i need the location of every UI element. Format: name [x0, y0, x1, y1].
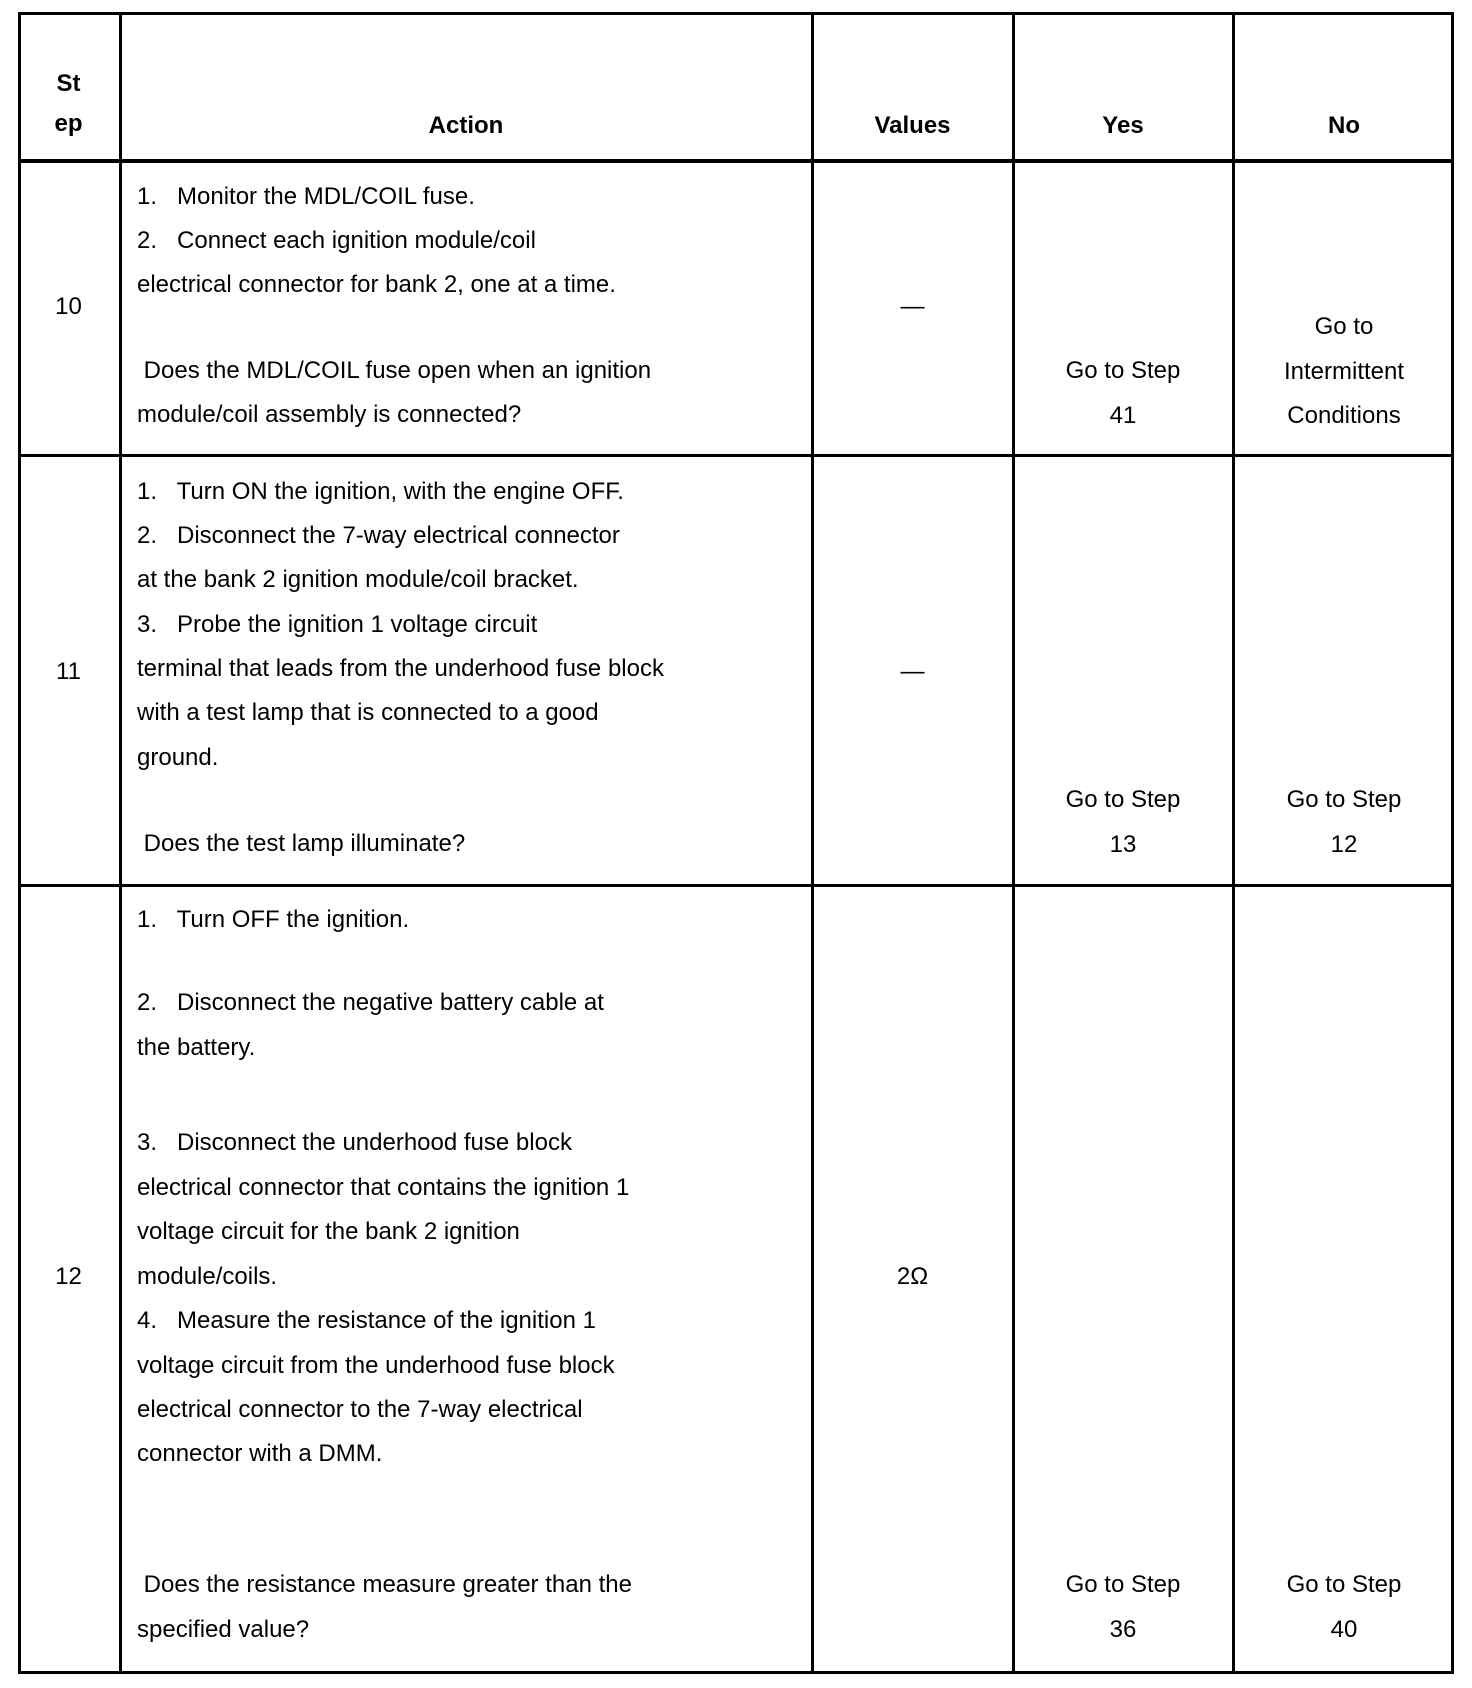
yes-line: Go to Step	[1065, 1571, 1181, 1598]
yes-line: 36	[1109, 1615, 1137, 1643]
column-divider	[811, 12, 814, 1674]
header-step	[18, 64, 119, 144]
table-border-bottom	[18, 1671, 1454, 1674]
action-line: at the bank 2 ignition module/coil bracket.	[137, 566, 579, 593]
yes-cell	[1014, 1563, 1232, 1652]
question-line: module/coil assembly is connected?	[137, 401, 522, 428]
yes-line: 13	[1109, 830, 1137, 858]
value-cell: 2Ω	[896, 1263, 929, 1290]
question-line: Does the test lamp illuminate?	[137, 830, 466, 857]
action-line: 1. Turn ON the ignition, with the engine OFF.	[137, 478, 624, 505]
action-line: terminal that leads from the underhood fuse block	[137, 655, 664, 682]
action-line: 1. Turn OFF the ignition.	[137, 906, 410, 933]
action-line: 2. Disconnect the negative battery cable at	[137, 989, 604, 1016]
no-line: Go to Step	[1286, 1571, 1402, 1598]
action-line: module/coils.	[137, 1263, 278, 1290]
action-line: electrical connector for bank 2, one at a time.	[137, 271, 616, 298]
step-number: 12	[55, 1263, 82, 1290]
action-line: 3. Disconnect the underhood fuse block	[137, 1129, 572, 1156]
yes-line: Go to Step	[1065, 786, 1181, 813]
no-cell	[1234, 1563, 1454, 1652]
no-line: 12	[1330, 830, 1358, 858]
action-line: 2. Connect each ignition module/coil	[137, 227, 536, 254]
action-line: voltage circuit from the underhood fuse block	[137, 1352, 615, 1379]
action-line: electrical connector that contains the ignition 1	[137, 1174, 630, 1201]
no-line: Conditions	[1287, 402, 1401, 430]
action-line: 2. Disconnect the 7-way electrical connector	[137, 522, 620, 549]
header-yes: Yes	[1102, 112, 1144, 139]
header-no: No	[1328, 112, 1360, 139]
header-values: Values	[874, 112, 951, 139]
action-line: electrical connector to the 7-way electrical	[137, 1396, 583, 1423]
no-cell	[1234, 778, 1454, 867]
header-action: Action	[428, 112, 504, 139]
no-line: Go to Step	[1286, 786, 1402, 813]
no-line: Intermittent	[1283, 357, 1405, 385]
action-line: the battery.	[137, 1034, 256, 1061]
question-line: Does the resistance measure greater than the	[137, 1571, 632, 1598]
action-line: 3. Probe the ignition 1 voltage circuit	[137, 611, 538, 638]
action-line: 1. Monitor the MDL/COIL fuse.	[137, 183, 475, 210]
table-border-top	[18, 12, 1454, 15]
no-line: Go to	[1314, 313, 1374, 340]
value-cell: —	[900, 293, 925, 320]
action-line: 4. Measure the resistance of the ignition 1	[137, 1307, 596, 1334]
step-number: 11	[56, 658, 81, 685]
action-line: connector with a DMM.	[137, 1440, 383, 1467]
action-line: voltage circuit for the bank 2 ignition	[137, 1218, 520, 1245]
column-divider	[119, 12, 122, 1674]
action-line: ground.	[137, 744, 219, 771]
value-cell: —	[900, 658, 925, 685]
no-line: 40	[1330, 1615, 1358, 1643]
question-line: Does the MDL/COIL fuse open when an ignition	[137, 357, 652, 384]
yes-line: 41	[1109, 401, 1137, 429]
yes-cell	[1014, 778, 1232, 867]
action-line: with a test lamp that is connected to a good	[137, 699, 599, 726]
row-divider	[18, 454, 1454, 457]
row-divider	[18, 884, 1454, 887]
yes-cell	[1014, 349, 1232, 438]
diagnostic-table	[18, 12, 1454, 1674]
yes-line: Go to Step	[1065, 357, 1181, 384]
header-divider	[18, 159, 1454, 163]
header-step-line: St	[56, 70, 81, 97]
header-step-line: ep	[54, 110, 83, 137]
no-cell	[1234, 305, 1454, 439]
step-number: 10	[55, 293, 82, 320]
table-border-left	[18, 12, 21, 1674]
question-line: specified value?	[137, 1616, 310, 1643]
